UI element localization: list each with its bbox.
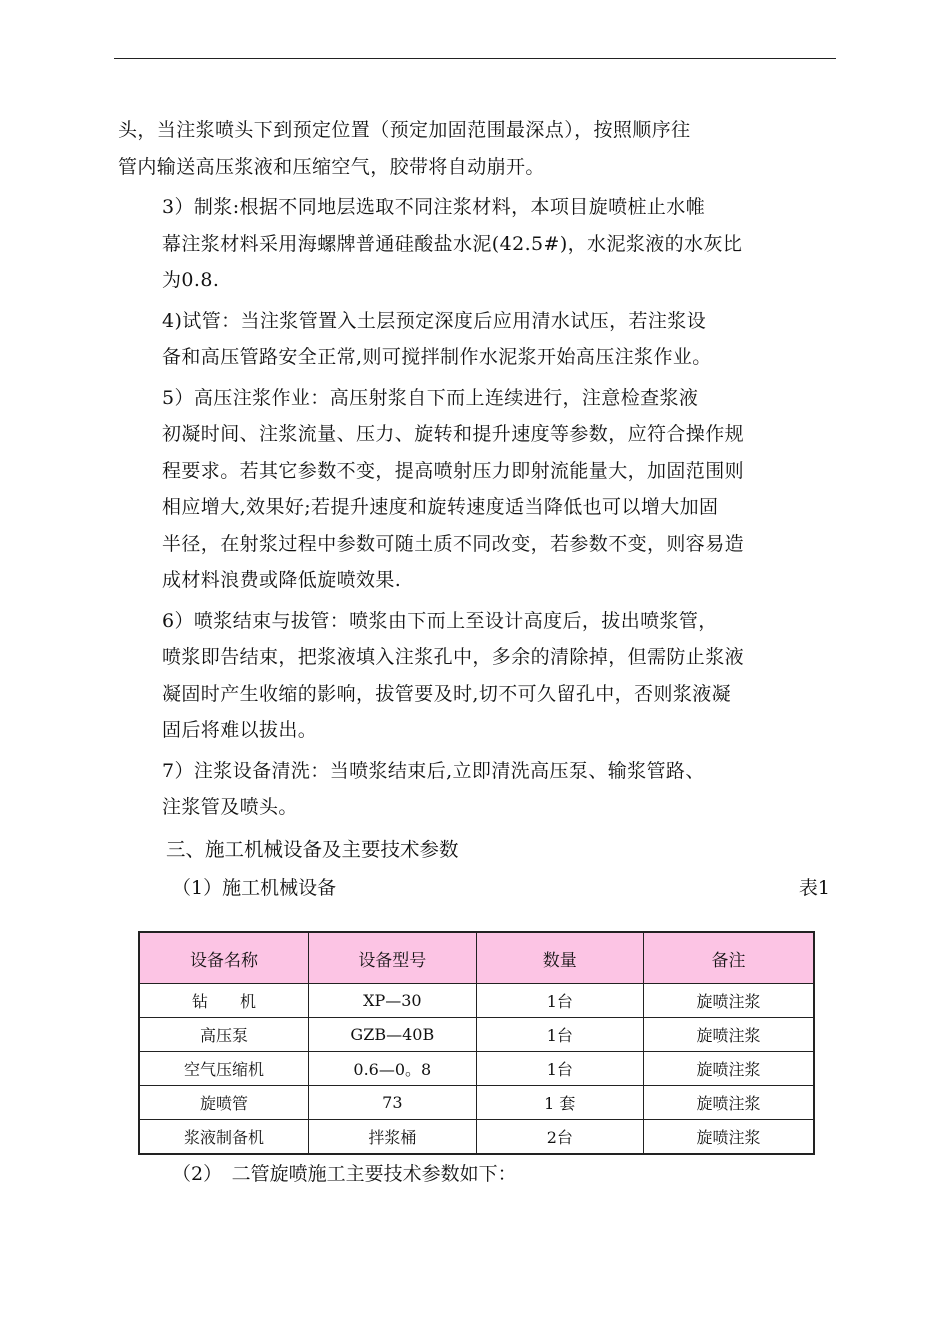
paragraph-line: 头，当注浆喷头下到预定位置（预定加固范围最深点），按照顺序往 [118, 119, 691, 141]
table-row [139, 1120, 814, 1155]
table-cell: 旋喷注浆 [644, 984, 814, 1018]
table-cell: 1台 [476, 1052, 643, 1086]
table-caption-row [118, 872, 840, 904]
header-rule [114, 58, 836, 59]
section-heading: 三、施工机械设备及主要技术参数 [166, 837, 459, 861]
table-caption: （1）施工机械设备 [172, 876, 337, 899]
table-row [139, 1086, 814, 1120]
paragraph-line: 幕注浆材料采用海螺牌普通硅酸盐水泥(42.5#)，水泥浆液的水灰比 [162, 232, 743, 255]
paragraph-list [118, 112, 840, 826]
paragraph-line: 喷浆即告结束，把浆液填入注浆孔中，多余的清除掉，但需防止浆液 [162, 646, 745, 668]
table-row [139, 984, 814, 1018]
table-cell: 旋喷注浆 [644, 1018, 814, 1052]
table-cell: 73 [309, 1086, 477, 1120]
table-number: 表1 [798, 876, 830, 899]
table-row [139, 1052, 814, 1086]
technical-parameters-intro: （2） 二管旋喷施工主要技术参数如下： [172, 1163, 517, 1185]
table-cell: 钻 机 [139, 984, 309, 1018]
paragraph-line: 备和高压管路安全正常,则可搅拌制作水泥浆开始高压注浆作业。 [162, 346, 712, 368]
paragraph-line: 7）注浆设备清洗：当喷浆结束后,立即清洗高压泵、输浆管路、 [162, 759, 705, 782]
table-header-row [139, 932, 814, 984]
paragraph-line: 凝固时产生收缩的影响，拔管要及时,切不可久留孔中，否则浆液凝 [162, 682, 732, 705]
table-cell: 旋喷管 [139, 1086, 309, 1120]
header-cell-model: 设备型号 [309, 932, 477, 984]
table-cell: 旋喷注浆 [644, 1052, 814, 1086]
paragraph-line: 程要求。若其它参数不变，提高喷射压力即射流能量大，加固范围则 [162, 459, 745, 482]
table-cell: 2台 [476, 1120, 643, 1155]
paragraph-line: 管内输送高压浆液和压缩空气，胶带将自动崩开。 [118, 155, 545, 178]
table-cell: 高压泵 [139, 1018, 309, 1052]
header-cell-remark: 备注 [644, 932, 814, 984]
paragraph [118, 189, 840, 299]
paragraph-line: 初凝时间、注浆流量、压力、旋转和提升速度等参数，应符合操作规 [162, 423, 745, 445]
table-cell: 旋喷注浆 [644, 1086, 814, 1120]
paragraph-line: 为0.8. [162, 269, 220, 291]
equipment-table [138, 931, 815, 1155]
paragraph-line: 固后将难以拔出。 [162, 719, 318, 741]
paragraph-line: 注浆管及喷头。 [162, 796, 298, 818]
paragraph [118, 380, 840, 599]
header-cell-name: 设备名称 [139, 932, 309, 984]
paragraph-line: 半径，在射浆过程中参数可随土质不同改变，若参数不变，则容易造 [162, 532, 745, 555]
table-row [139, 1018, 814, 1052]
paragraph-line: 6）喷浆结束与拔管：喷浆由下而上至设计高度后，拔出喷浆管， [162, 609, 718, 632]
table-cell: 1台 [476, 1018, 643, 1052]
paragraph [118, 112, 840, 185]
table-cell: 空气压缩机 [139, 1052, 309, 1086]
paragraph [118, 753, 840, 826]
paragraph-line: 3）制浆:根据不同地层选取不同注浆材料，本项目旋喷桩止水帷 [162, 196, 706, 218]
paragraph [118, 303, 840, 376]
paragraph-line: 5）高压注浆作业：高压射浆自下而上连续进行，注意检查浆液 [162, 386, 699, 409]
paragraph-line: 4)试管：当注浆管置入土层预定深度后应用清水试压，若注浆设 [162, 309, 707, 332]
paragraph-line: 成材料浪费或降低旋喷效果. [162, 569, 402, 591]
table-cell: XP—30 [309, 984, 477, 1018]
table-cell: 拌浆桶 [309, 1120, 477, 1155]
table-cell: 浆液制备机 [139, 1120, 309, 1155]
table-cell: 1 套 [476, 1086, 643, 1120]
header-cell-quantity: 数量 [476, 932, 643, 984]
document-body [118, 112, 840, 904]
table-cell: GZB—40B [309, 1018, 477, 1052]
table-cell: 1台 [476, 984, 643, 1018]
table-cell: 旋喷注浆 [644, 1120, 814, 1155]
table-cell: 0.6—0。8 [309, 1052, 477, 1086]
paragraph [118, 603, 840, 749]
paragraph-line: 相应增大,效果好;若提升速度和旋转速度适当降低也可以增大加固 [162, 496, 719, 518]
